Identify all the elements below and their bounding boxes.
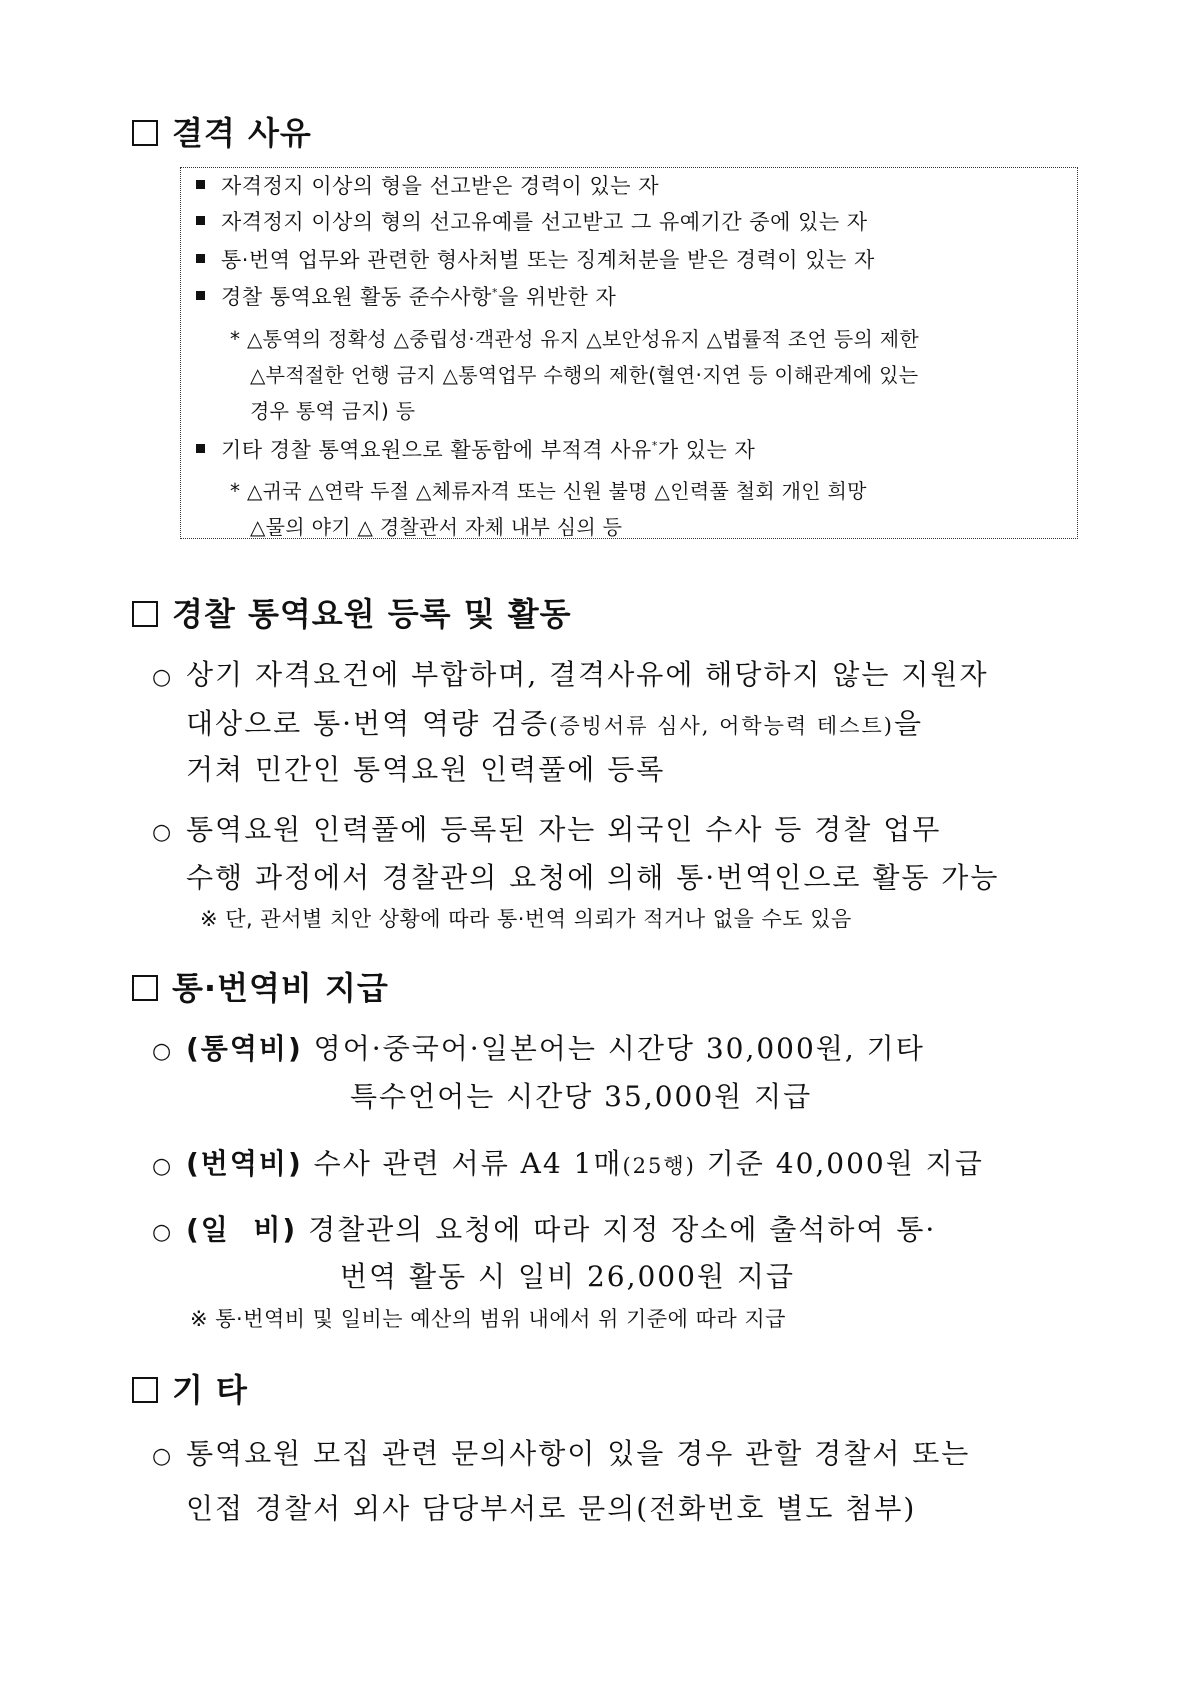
square-bullet-icon <box>196 291 205 300</box>
list-item: 기타 경찰 통역요원으로 활동함에 부적격 사유*가 있는 자 <box>196 434 755 464</box>
circle-bullet-icon: ○ <box>152 1154 174 1179</box>
checkbox-square-icon <box>132 601 158 627</box>
reference-note: ※ 단, 관서별 치안 상황에 따라 통·번역 의뢰가 적거나 없을 수도 있음 <box>200 907 852 931</box>
section-title-registration: 경찰 통역요원 등록 및 활동 <box>132 589 572 635</box>
paragraph-line: 인접 경찰서 외사 담당부서로 문의(전화번호 별도 첨부) <box>186 1492 917 1525</box>
paragraph-line: 번역 활동 시 일비 26,000원 지급 <box>340 1260 795 1293</box>
paragraph-line: 수행 과정에서 경찰관의 요청에 의해 통·번역인으로 활동 가능 <box>186 861 1000 894</box>
note-line: * △통역의 정확성 △중립성·객관성 유지 △보안성유지 △법률적 조언 등의 제한 <box>230 327 919 351</box>
paragraph-line: ○ 통역요원 모집 관련 문의사항이 있을 경우 관할 경찰서 또는 <box>152 1437 971 1470</box>
circle-bullet-icon: ○ <box>152 1220 174 1245</box>
reference-note: ※ 통·번역비 및 일비는 예산의 범위 내에서 위 기준에 따라 지급 <box>190 1307 786 1331</box>
square-bullet-icon <box>196 254 205 263</box>
square-bullet-icon <box>196 180 205 189</box>
paragraph-line: 거쳐 민간인 통역요원 인력풀에 등록 <box>186 753 666 786</box>
note-line: 경우 통역 금지) 등 <box>250 399 416 423</box>
fee-interpretation: ○ (통역비) 영어·중국어·일본어는 시간당 30,000원, 기타 <box>152 1032 925 1065</box>
square-bullet-icon <box>196 216 205 225</box>
circle-bullet-icon: ○ <box>152 1444 174 1469</box>
list-item: 경찰 통역요원 활동 준수사항*을 위반한 자 <box>196 281 616 311</box>
circle-bullet-icon: ○ <box>152 820 174 845</box>
list-item: 자격정지 이상의 형을 선고받은 경력이 있는 자 <box>196 170 659 200</box>
circle-bullet-icon: ○ <box>152 665 174 690</box>
circle-bullet-icon: ○ <box>152 1039 174 1064</box>
paragraph-line: ○ 상기 자격요건에 부합하며, 결격사유에 해당하지 않는 지원자 <box>152 658 989 691</box>
fee-daily: ○ (일 비) 경찰관의 요청에 따라 지정 장소에 출석하여 통· <box>152 1213 937 1246</box>
list-item: 자격정지 이상의 형의 선고유예를 선고받고 그 유예기간 중에 있는 자 <box>196 206 868 236</box>
section-title-other: 기 타 <box>132 1365 248 1411</box>
note-line: * △귀국 △연락 두절 △체류자격 또는 신원 불명 △인력풀 철회 개인 희망 <box>230 479 867 503</box>
note-line: △물의 야기 △ 경찰관서 자체 내부 심의 등 <box>250 515 623 539</box>
paragraph-line: 대상으로 통·번역 역량 검증(증빙서류 심사, 어학능력 테스트)을 <box>186 707 924 740</box>
fee-translation: ○ (번역비) 수사 관련 서류 A4 1매(25행) 기준 40,000원 지급 <box>152 1147 984 1180</box>
list-item: 통·번역 업무와 관련한 형사처벌 또는 징계처분을 받은 경력이 있는 자 <box>196 244 875 274</box>
section-title-disqualification: 결격 사유 <box>132 108 312 154</box>
checkbox-square-icon <box>132 1377 158 1403</box>
checkbox-square-icon <box>132 120 158 146</box>
square-bullet-icon <box>196 444 205 453</box>
checkbox-square-icon <box>132 975 158 1001</box>
note-line: △부적절한 언행 금지 △통역업무 수행의 제한(혈연·지연 등 이해관계에 있는 <box>250 363 919 387</box>
paragraph-line: ○ 통역요원 인력풀에 등록된 자는 외국인 수사 등 경찰 업무 <box>152 813 942 846</box>
paragraph-line: 특수언어는 시간당 35,000원 지급 <box>350 1080 813 1113</box>
section-title-fees: 통·번역비 지급 <box>132 963 389 1009</box>
